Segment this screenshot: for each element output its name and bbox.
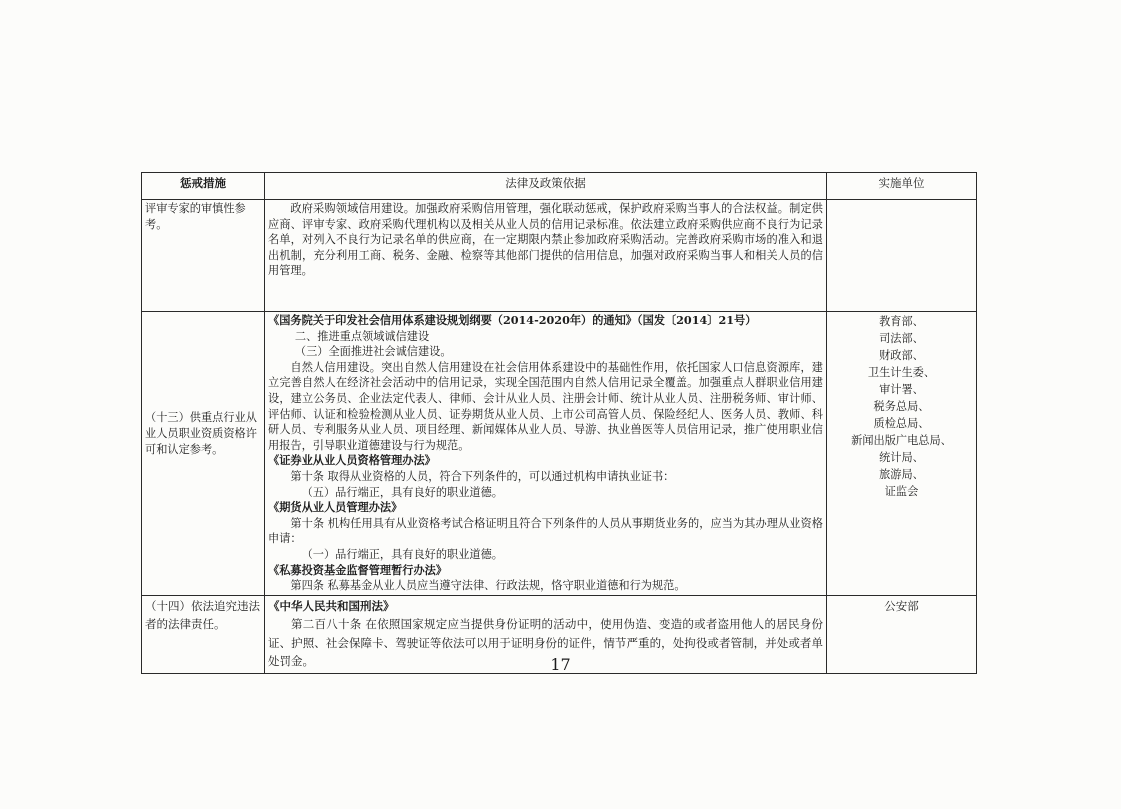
unit-item: 审计署、 [879, 383, 924, 396]
article-line: 第十条 取得从业资格的人员，符合下列条件的，可以通过机构申请执业证书： [290, 469, 675, 483]
units-cell [827, 312, 977, 596]
article-line: 第四条 私募基金从业人员应当遵守法律、行政法规，恪守职业道德和行为规范。 [290, 579, 686, 593]
article-line: （一）品行端正，具有良好的职业道德。 [301, 547, 503, 561]
unit-item: 税务总局、 [873, 400, 930, 413]
measure-cell: （十四）依法追究违法者的法律责任。 [142, 595, 265, 673]
unit-item: 新闻出版广电总局、 [851, 434, 952, 447]
table-row [142, 200, 977, 312]
basis-cell [265, 312, 827, 596]
policy-table [141, 172, 977, 674]
basis-paragraph: 第二百八十条 在依照国家规定应当提供身份证明的活动中，使用伪造、变造的或者盗用他人的居民身份证、护照、社会保障卡、驾驶证等依法可以用于证明身份的证件，情节严重的，处拘役或者管制，并处或者单处罚金。 [268, 617, 823, 669]
unit-item: 质检总局、 [873, 417, 930, 430]
units-cell [827, 200, 977, 312]
page-number: 17 [550, 655, 571, 674]
unit-item: 公安部 [884, 598, 919, 613]
article-line: （五）品行端正，具有良好的职业道德。 [301, 485, 503, 499]
unit-item: 教育部、 [879, 315, 924, 328]
measure-cell: 评审专家的审慎性参考。 [142, 200, 265, 312]
article-line: 第十条 机构任用具有从业资格考试合格证明且符合下列条件的人员从事期货业务的，应当为其办理从业资格申请： [268, 516, 823, 546]
doc-title: 《中华人民共和国刑法》 [268, 598, 395, 613]
table-header-row [142, 173, 977, 200]
unit-item: 财政部、 [879, 349, 924, 362]
unit-item: 证监会 [884, 485, 919, 498]
basis-paragraph: 自然人信用建设。突出自然人信用建设在社会信用体系建设中的基础性作用，依托国家人口信息资源库，建立完善自然人在经济社会活动中的信用记录，实现全国范围内自然人信用记录全覆盖。加强重点人群职业信用建设，建立公务员、企业法定代表人、律师、会计从业人员、注册会计师、统计从业人员、注册税务师、审计师、评估师、认证和检验检测从业人员、证券期货从业人员、上市公司高管人员、保险经纪人、医务人员、教师、科研人员、专利服务从业人员、项目经理、新闻媒体从业人员、导游、执业兽医等人员信用记录，推广使用职业信用报告，引导职业道德建设与行为规范。 [268, 360, 823, 452]
unit-item: 卫生计生委、 [867, 366, 936, 379]
doc-title: 《证券业从业人员资格管理办法》 [268, 453, 436, 468]
basis-cell [265, 200, 827, 312]
header-measure: 惩戒措施 [142, 173, 265, 200]
table-row [142, 312, 977, 596]
doc-title: 《期货从业人员管理办法》 [268, 500, 403, 515]
unit-item: 旅游局、 [879, 468, 924, 481]
doc-title: 《私募投资基金监督管理暂行办法》 [268, 562, 448, 577]
section-heading: 二、推进重点领域诚信建设 [294, 329, 430, 343]
measure-cell: （十三）供重点行业从业人员职业资质资格许可和认定参考。 [142, 312, 265, 596]
unit-item: 司法部、 [879, 332, 924, 345]
header-basis: 法律及政策依据 [265, 173, 827, 200]
unit-item: 统计局、 [879, 451, 924, 464]
doc-title: 《国务院关于印发社会信用体系建设规划纲要（2014-2020年）的通知》（国发〔2014〕21号） [268, 313, 757, 327]
section-heading: （三）全面推进社会诚信建设。 [294, 345, 452, 359]
header-units: 实施单位 [827, 173, 977, 200]
basis-paragraph: 政府采购领域信用建设。加强政府采购信用管理，强化联动惩戒，保护政府采购当事人的合法权益。制定供应商、评审专家、政府采购代理机构以及相关从业人员的信用记录标准。依法建立政府采购供应商不良行为记录名单，对列入不良行为记录名单的供应商，在一定期限内禁止参加政府采购活动。完善政府采购市场的准入和退出机制，充分利用工商、税务、金融、检察等其他部门提供的信用信息，加强对政府采购当事人和相关人员的信用管理。 [268, 202, 823, 278]
